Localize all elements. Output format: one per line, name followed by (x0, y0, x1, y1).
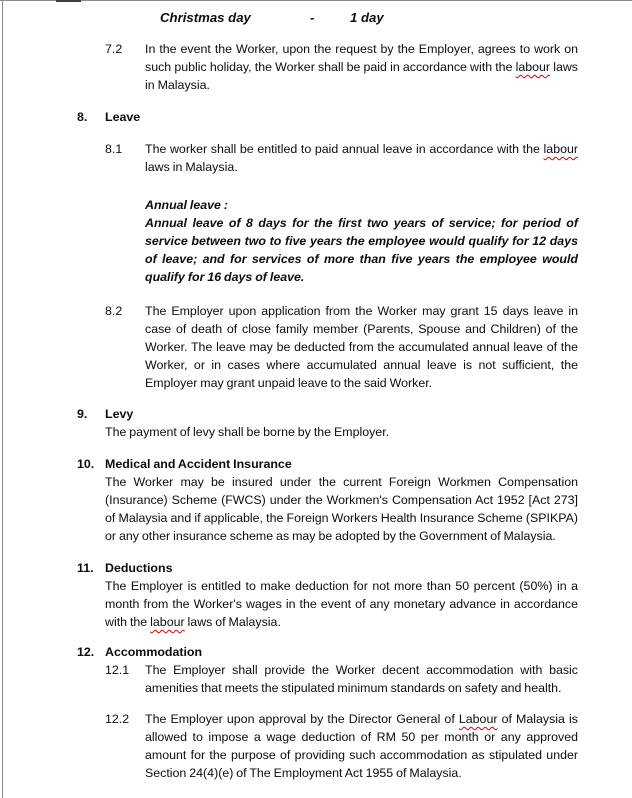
clause-number: 8.2 (105, 304, 123, 318)
page-border-left (2, 0, 3, 798)
clause-7-2 (105, 40, 578, 94)
clause-paragraph (145, 140, 578, 176)
page-border-top (0, 0, 632, 1)
section-content (105, 405, 578, 441)
section-paragraph (105, 473, 578, 545)
annual-leave-note-title (145, 196, 578, 214)
clause-number: 12.2 (105, 712, 130, 726)
text-segment: laws of Malaysia. (184, 615, 281, 629)
document-body (0, 40, 632, 782)
text-segment: laws in Malaysia. (145, 60, 578, 92)
clause-number: 8.1 (105, 142, 123, 156)
section-title: Medical and Accident Insurance (105, 457, 292, 471)
text-segment: Annual leave of 8 days for the first two years of service; for period of service between two to five years the employee would qualify for 12 days of leave; and for services of more than five years the employee would qualify for 16 days of leave. (145, 216, 578, 284)
text-segment: of Malaysia is allowed to impose a wage deduction of RM 50 per month or any approved amount for the purpose of providing such accommodation as stipulated under Section 24(4)(e) of The Employment Act 1955 of Malaysia. (145, 712, 578, 780)
holiday-dash: - (310, 10, 315, 25)
section-content (105, 108, 578, 126)
section-9-levy (77, 405, 578, 441)
section-title: Leave (105, 110, 141, 124)
holiday-name: Christmas day (160, 10, 251, 25)
note-paragraph (145, 214, 578, 286)
section-number: 10. (77, 457, 95, 471)
text-segment: The payment of levy shall be borne by the Employer. (105, 425, 390, 439)
clause-8-1 (105, 140, 578, 176)
text-segment: laws in Malaysia. (145, 160, 238, 174)
holiday-duration: 1 day (350, 10, 384, 25)
section-content (105, 643, 578, 661)
section-paragraph (105, 577, 578, 631)
clause-paragraph (145, 302, 578, 392)
misspelled-word: labour (543, 142, 578, 156)
clause-paragraph (145, 661, 578, 697)
section-content (105, 455, 578, 545)
clause-paragraph (145, 40, 578, 94)
section-number: 12. (77, 645, 95, 659)
section-8-leave (77, 108, 578, 126)
text-segment: The worker shall be entitled to paid annual leave in accordance with the (145, 142, 544, 156)
section-10-insurance (77, 455, 578, 545)
misspelled-word: labour (150, 615, 185, 629)
section-number: 9. (77, 407, 88, 421)
clause-number: 7.2 (105, 42, 123, 56)
section-paragraph (105, 423, 578, 441)
text-segment: The Employer upon application from the Worker may grant 15 days leave in case of death of close family member (Parents, Spouse and Children) of the Worker. The leave may be deducted from the accumulated annual leave of the Worker, or in cases where accumulated annual leave is not sufficient, the Employer may grant unpaid leave to the said Worker. (145, 304, 578, 390)
clause-number: 12.1 (105, 663, 130, 677)
clause-8-2 (105, 302, 578, 392)
section-12-accommodation (77, 643, 578, 661)
section-title: Accommodation (105, 645, 203, 659)
section-number: 8. (77, 110, 88, 124)
text-segment: The Employer upon approval by the Director General of (145, 712, 459, 726)
section-number: 11. (77, 561, 94, 575)
text-segment: Annual leave : (145, 198, 229, 212)
text-segment: The Employer shall provide the Worker decent accommodation with basic amenities that meets the stipulated minimum standards on safety and health. (145, 663, 578, 695)
clause-paragraph (145, 710, 578, 782)
section-11-deductions (77, 559, 578, 631)
page-border-top-dark-segment (56, 0, 81, 2)
text-segment: The Employer is entitled to make deduction for not more than 50 percent (50%) in a month from the Worker's wages in the event of any monetary advance in accordance with the (105, 579, 578, 629)
section-title: Levy (105, 407, 134, 421)
annual-leave-note-body (145, 214, 578, 286)
text-segment: The Worker may be insured under the current Foreign Workmen Compensation (Insurance) Scheme (FWCS) under the Workmen's Compensation Act 1952 [Act 273] of Malaysia and if applicable, the Foreign Workers Health Insurance Scheme (SPIKPA) or any other insurance scheme as may be adopted by the Government of Malaysia. (105, 475, 578, 543)
section-content (105, 559, 578, 631)
section-title: Deductions (105, 561, 173, 575)
note-paragraph (145, 196, 578, 214)
misspelled-word: labour (515, 60, 551, 74)
clause-12-2 (105, 710, 578, 782)
clause-12-1 (105, 661, 578, 697)
text-segment: In the event the Worker, upon the request by the Employer, agrees to work on such public holiday, the Worker shall be paid in accordance with the (145, 42, 578, 74)
public-holiday-row (160, 9, 632, 27)
misspelled-word: Labour (458, 712, 498, 726)
